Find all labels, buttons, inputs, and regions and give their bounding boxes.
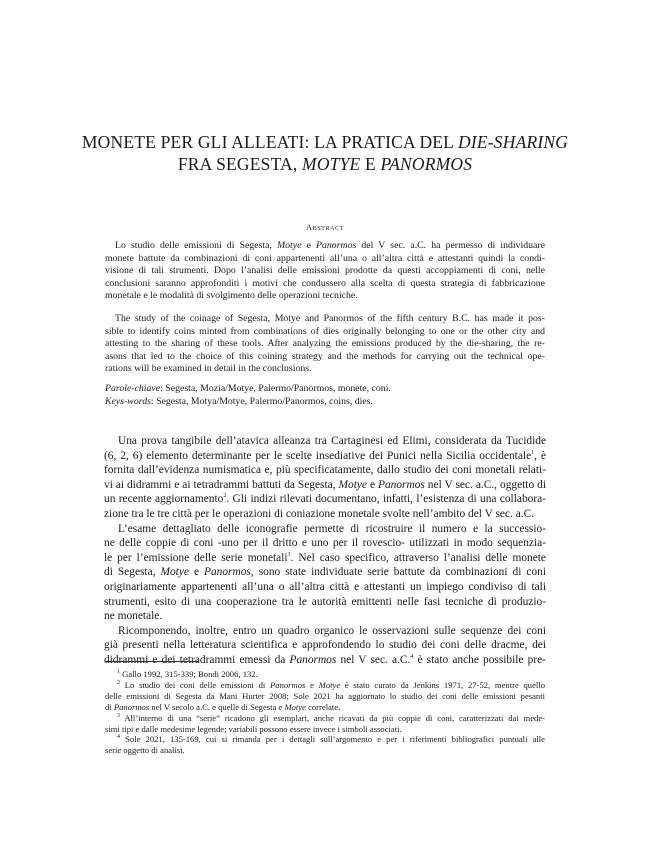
abstract-text: del V sec. a.C. ha permesso di individuare: [356, 240, 545, 251]
footnote-italic: Motye: [318, 679, 341, 690]
footnote-italic: Panormos: [270, 679, 306, 690]
footnote-1: [105, 669, 545, 680]
title-italic-text: MOTYE: [302, 154, 361, 174]
body-line: [104, 492, 546, 507]
body-text-run: , è: [534, 449, 546, 462]
keywords: [105, 383, 545, 408]
abstract-line: The study of the coinage of Segesta, Motye and Panormos of the fifth century B.C. has made it pos-: [115, 313, 545, 324]
footnote-ref[interactable]: 2: [223, 493, 227, 500]
keywords-value: : Segesta, Motya/Motye, Palermo/Panormos, coins, dies.: [150, 395, 373, 407]
abstract-line: sible to identify coins minted from combinations of dies originally belonging to one or the other city and: [105, 325, 545, 337]
keywords-english: [105, 396, 545, 409]
footnote-text: di: [105, 701, 114, 712]
body-line: Una prova tangibile dell’atavica alleanza tra Cartaginesi ed Elimi, considerata da Tucidide: [118, 435, 546, 447]
article-title: [60, 131, 590, 175]
body-line: fornita dall’evidenza numismatica e, più specificatamente, dallo studio dei coni monetali relati-: [104, 464, 546, 477]
body-line: ne delle coppie di coni -uno per il dritto e uno per il rovescio- utilizzati in modo sequenzia-: [104, 537, 546, 550]
footnote-ref[interactable]: 1: [531, 449, 535, 456]
abstract-italic: Motye: [277, 240, 302, 251]
title-text: MONETE PER GLI ALLEATI: LA PRATICA DEL: [81, 132, 458, 152]
body-italic: Panormos: [289, 653, 337, 666]
body-text-run: . Gli indizi rilevati documentano, infatti, l’esistenza di una collabora-: [226, 493, 546, 506]
abstract-line: asons that led to the choice of this coining strategy and the methods for carrying out the technical ope-: [105, 350, 545, 362]
body-text-run: vi ai didrammi e ai tetradrammi battuti da Segesta,: [104, 478, 339, 491]
body-text-run: e: [367, 478, 378, 491]
body-text-run: nel V sec. a.C.: [336, 653, 411, 666]
body-italic: Motye: [338, 478, 367, 491]
body-italic: Panormos: [378, 478, 425, 491]
title-italic-text: PANORMOS: [380, 154, 473, 174]
body-text-run: e: [188, 566, 205, 579]
footnote-italic: Panormos: [113, 701, 150, 712]
body-line: [104, 551, 546, 566]
body-line: [104, 449, 546, 464]
keywords-italian: [105, 383, 545, 396]
footnote-number: 1: [117, 669, 120, 676]
abstract-line: monete battute da combinazioni di coni appartenenti all’una o all’altra città e attestanti quindi la condi-: [105, 252, 545, 264]
abstract-italian: [105, 240, 545, 303]
title-line-1: [60, 131, 590, 153]
abstract-line: attesting to the sharing of these tools. After analyzing the emissions produced by the die-sharing, the re-: [105, 338, 545, 350]
abstract-text: e: [301, 240, 317, 251]
footnote-ref[interactable]: 4: [410, 654, 414, 661]
body-text-run: . Nel caso specifico, attraverso l’analisi delle monete: [290, 551, 546, 564]
abstract-line: conclusioni saranno approfonditi i motivi che condussero alla scelta di questa strategia di fabbricazione: [105, 277, 545, 289]
body-italic: Panormos: [204, 566, 251, 579]
footnote-text: Sole 2021, 135-169, cui si rimanda per i dettagli sull’argomento e per i riferimenti bibliografici puntuali alle: [120, 734, 545, 745]
footnotes: [105, 669, 545, 756]
keywords-value: : Segesta, Mozia/Motye, Palermo/Panormos, monete, coni.: [160, 383, 391, 394]
abstract-line: monetale e le modalità di svolgimento delle operazioni tecniche.: [105, 290, 358, 302]
body-line: L’esame dettagliato delle iconografie permette di ricostruire il numero e la successio-: [118, 522, 546, 535]
footnote-text: è stato curato da Jenkins 1971, 27-52, mentre quello: [340, 679, 545, 690]
title-italic-text: DIE-SHARING: [458, 132, 569, 152]
footnote-line: serie oggetto di analisi.: [105, 745, 185, 756]
footnote-line: simi tipi e dalle medesime legende; variabili possono essere invece i simboli associati.: [105, 723, 402, 734]
body-line: originariamente appartenenti all’una o all’altra città e attestanti un impiego condiviso di tali: [104, 580, 546, 593]
body-line: zione tra le tre città per le operazioni di coniazione monetale svolte nell’ambito del V sec. a.C.: [104, 507, 535, 520]
footnote-ref[interactable]: 3: [287, 551, 291, 558]
title-text: E: [360, 154, 381, 174]
abstract-line: visione di tali strumenti. Dopo l’analisi delle emissioni prodotte da questi accoppiamenti di coni, nelle: [105, 265, 545, 277]
body-text-run: è stato anche possibile pre-: [413, 653, 546, 666]
footnote-3: [105, 713, 545, 724]
abstract-italic: Panormos: [316, 240, 357, 251]
body-text-run: (6, 2, 6) elemento determinante per le scelte insediative dei Punici nella Sicilia occidentale: [104, 449, 532, 462]
body-text-run: le per l’emissione delle serie monetali: [104, 551, 288, 564]
footnote-2: [105, 680, 545, 691]
footnote-text: nel V secolo a.C. e quelle di Segesta e: [149, 701, 285, 712]
footnote-text: All’interno di una “serie” ricadono gli esemplari, anche ricavati da più coppie di coni, caratterizzati dai mede-: [120, 712, 545, 723]
footnote-separator: [105, 661, 199, 662]
body-text-run: nel V sec. a.C., oggetto di: [424, 478, 546, 491]
footnote-number: 2: [117, 680, 120, 687]
body-text-run: un recente aggiornamento: [104, 493, 224, 506]
body-text-run: didrammi e dei tetradrammi emessi da: [104, 653, 290, 666]
footnote-text: correlate.: [305, 701, 341, 712]
footnote-text: Lo studio dei coni delle emissioni di: [120, 679, 271, 690]
keywords-label: Parole-chiave: [105, 383, 161, 394]
footnote-line: [105, 702, 545, 713]
body-line: Ricomponendo, inoltre, entro un quadro organico le osservazioni sulle sequenze dei coni: [118, 624, 546, 637]
footnote-4: [105, 734, 545, 745]
footnote-number: 4: [117, 734, 120, 741]
abstract-text: Lo studio delle emissioni di Segesta,: [115, 240, 277, 251]
body-line: già presenti nella letteratura scientifica e approfondendo lo studio dei coni delle dracme, dei: [104, 639, 546, 652]
body-line: [104, 478, 546, 493]
abstract-line: [105, 240, 545, 253]
title-line-2: [60, 153, 590, 175]
footnote-text: Gallo 1992, 315-339; Bondi 2006, 132.: [120, 669, 258, 679]
keywords-label: Keys-words: [105, 395, 151, 407]
footnote-line: delle emissioni di Segesta da Mani Hurter 2008; Sole 2021 ha aggiornato lo studio dei coni delle emissioni pesanti: [105, 690, 545, 701]
title-text: FRA SEGESTA,: [177, 154, 303, 174]
abstract-english: [105, 313, 545, 376]
body-line: ne monetale.: [104, 610, 163, 623]
footnote-number: 3: [117, 712, 120, 719]
footnote-text: e: [305, 679, 319, 690]
body-italic: Motye: [160, 566, 189, 579]
footnote-italic: Motye: [284, 701, 306, 712]
abstract-line: rations will be examined in detail in the conclusions.: [105, 363, 312, 375]
body-text: [104, 434, 546, 668]
abstract-heading: Abstract: [306, 222, 344, 232]
body-text-run: , sono state individuate serie battute da combinazioni di coni: [250, 566, 546, 579]
body-line: strumenti, esito di una cooperazione tra le autorità emittenti nelle fasi tecniche di produzio-: [104, 595, 546, 608]
body-line: [104, 565, 546, 580]
body-text-run: di Segesta,: [104, 566, 161, 579]
